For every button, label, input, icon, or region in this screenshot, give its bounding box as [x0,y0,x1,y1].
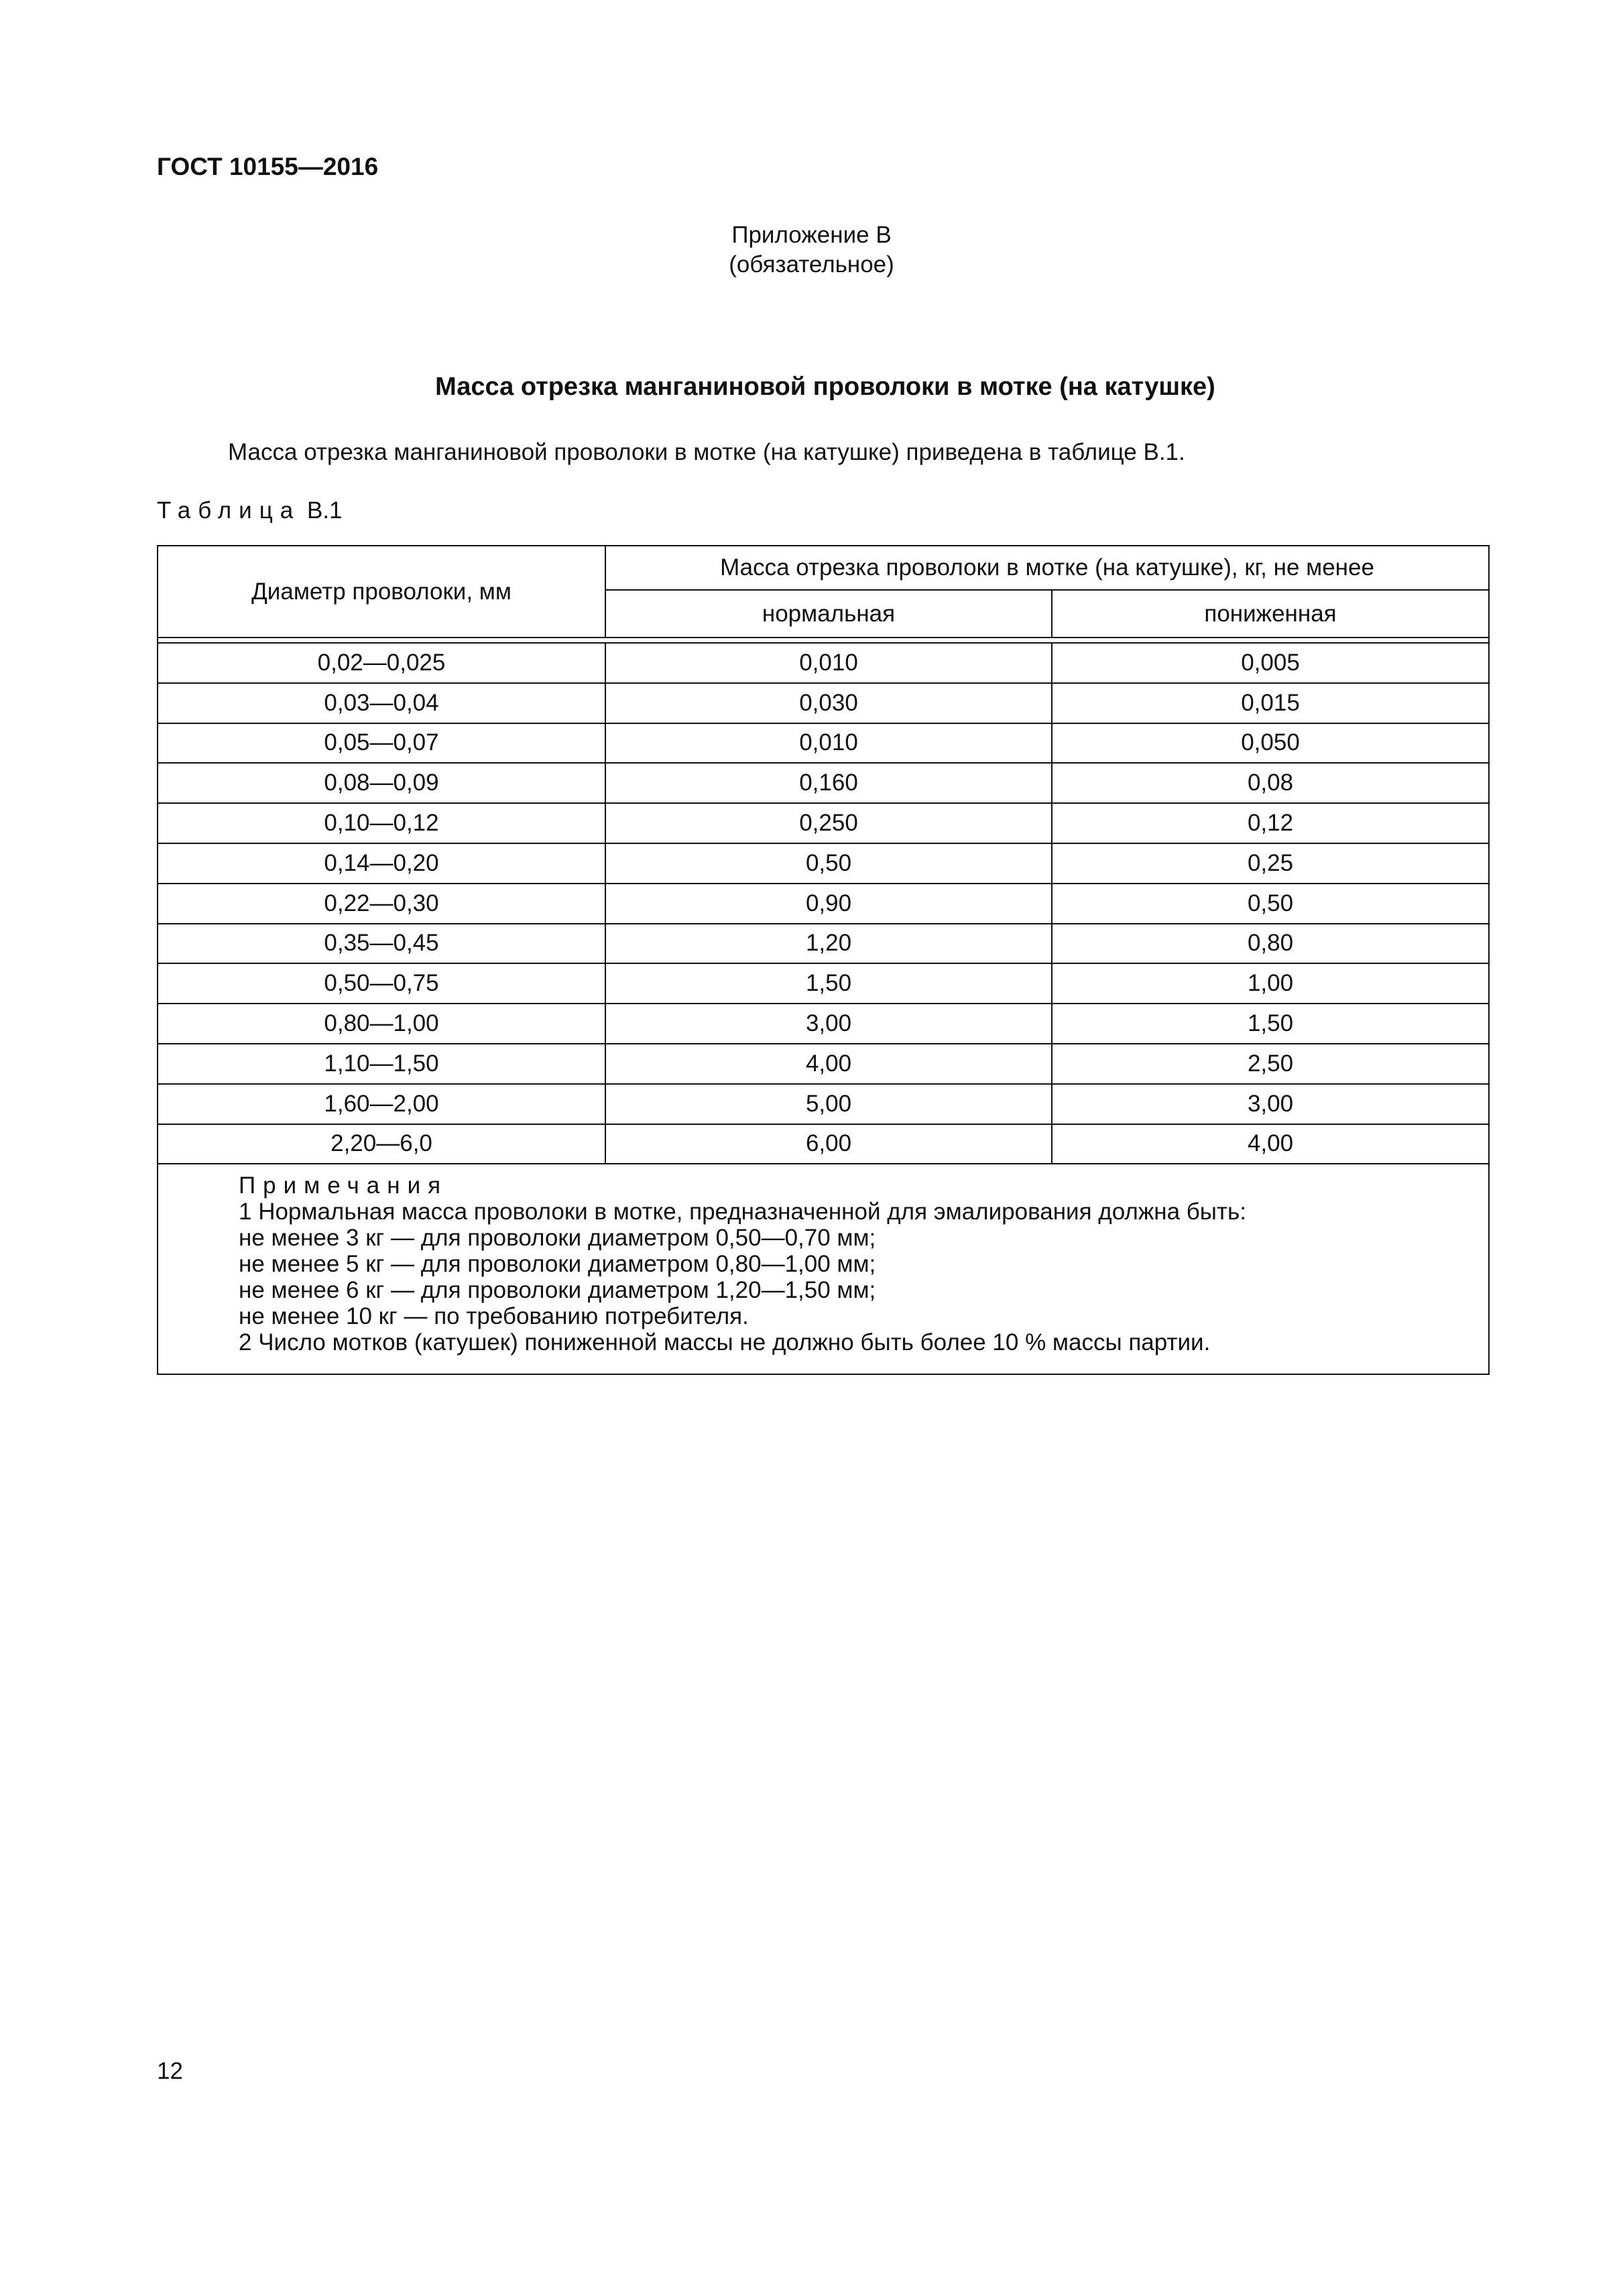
cell-mass-normal: 0,030 [605,683,1052,723]
table-row [158,723,1489,764]
cell-diameter: 0,02—0,025 [158,643,605,683]
table-caption [157,497,343,524]
document-id: ГОСТ 10155—2016 [157,153,379,180]
cell-mass-normal: 0,160 [605,763,1052,803]
table-row [158,763,1489,803]
note-line: не менее 5 кг — для проволоки диаметром 0,80—1,00 мм; [239,1251,876,1278]
cell-diameter: 0,08—0,09 [158,763,605,803]
table-row [158,643,1489,683]
note-line: не менее 6 кг — для проволоки диаметром 1,20—1,50 мм; [239,1277,876,1304]
cell-diameter: 0,14—0,20 [158,843,605,884]
cell-mass-normal: 0,250 [605,803,1052,843]
cell-diameter: 2,20—6,0 [158,1124,605,1164]
notes-heading: Примечания [239,1172,448,1199]
table-row [158,1004,1489,1044]
table-row [158,803,1489,843]
cell-mass-reduced: 0,050 [1052,723,1489,764]
cell-diameter: 0,22—0,30 [158,884,605,924]
note-line: 2 Число мотков (катушек) пониженной массы не должно быть более 10 % массы партии. [239,1329,1211,1356]
cell-mass-normal: 0,010 [605,643,1052,683]
section-title: Масса отрезка манганиновой проволоки в мотке (на катушке) [435,373,1215,401]
cell-diameter: 0,05—0,07 [158,723,605,764]
cell-mass-reduced: 4,00 [1052,1124,1489,1164]
cell-mass-normal: 0,90 [605,884,1052,924]
cell-mass-reduced: 2,50 [1052,1044,1489,1084]
cell-mass-reduced: 0,015 [1052,683,1489,723]
cell-diameter: 0,03—0,04 [158,683,605,723]
header-reduced: пониженная [1052,590,1489,638]
wire-mass-table [157,545,1490,1375]
intro-paragraph: Масса отрезка манганиновой проволоки в мотке (на катушке) приведена в таблице В.1. [228,439,1185,465]
cell-mass-reduced: 3,00 [1052,1084,1489,1124]
cell-mass-normal: 1,50 [605,963,1052,1004]
table-row [158,843,1489,884]
cell-diameter: 1,60—2,00 [158,1084,605,1124]
cell-diameter: 1,10—1,50 [158,1044,605,1084]
cell-diameter: 0,80—1,00 [158,1004,605,1044]
cell-mass-normal: 5,00 [605,1084,1052,1124]
header-diameter: Диаметр проволоки, мм [158,546,605,638]
appendix-status: (обязательное) [729,251,894,278]
cell-diameter: 0,35—0,45 [158,924,605,964]
cell-mass-normal: 0,010 [605,723,1052,764]
table-row [158,1044,1489,1084]
appendix-title: Приложение В [731,222,892,248]
table-row [158,963,1489,1004]
cell-mass-normal: 4,00 [605,1044,1052,1084]
table-caption-number: В.1 [306,497,343,524]
cell-mass-reduced: 1,00 [1052,963,1489,1004]
cell-mass-normal: 1,20 [605,924,1052,964]
cell-diameter: 0,50—0,75 [158,963,605,1004]
note-line: 1 Нормальная масса проволоки в мотке, предназначенной для эмалирования должна быть: [239,1199,1246,1225]
table-row [158,924,1489,964]
table-row [158,683,1489,723]
header-normal: нормальная [605,590,1052,638]
header-mass-group: Масса отрезка проволоки в мотке (на катушке), кг, не менее [605,546,1489,590]
cell-mass-reduced: 1,50 [1052,1004,1489,1044]
cell-mass-normal: 0,50 [605,843,1052,884]
note-line: не менее 3 кг — для проволоки диаметром 0,50—0,70 мм; [239,1225,876,1252]
cell-mass-reduced: 0,12 [1052,803,1489,843]
note-line: не менее 10 кг — по требованию потребителя. [239,1303,749,1330]
cell-mass-normal: 6,00 [605,1124,1052,1164]
table-row [158,1084,1489,1124]
cell-mass-normal: 3,00 [605,1004,1052,1044]
cell-diameter: 0,10—0,12 [158,803,605,843]
cell-mass-reduced: 0,80 [1052,924,1489,964]
cell-mass-reduced: 0,50 [1052,884,1489,924]
cell-mass-reduced: 0,25 [1052,843,1489,884]
table-row [158,884,1489,924]
table-row [158,1124,1489,1164]
page-number: 12 [157,2058,183,2084]
table-notes [158,1164,1489,1374]
header-separator [158,638,1489,643]
cell-mass-reduced: 0,005 [1052,643,1489,683]
cell-mass-reduced: 0,08 [1052,763,1489,803]
table-caption-word: Таблица [157,497,301,524]
